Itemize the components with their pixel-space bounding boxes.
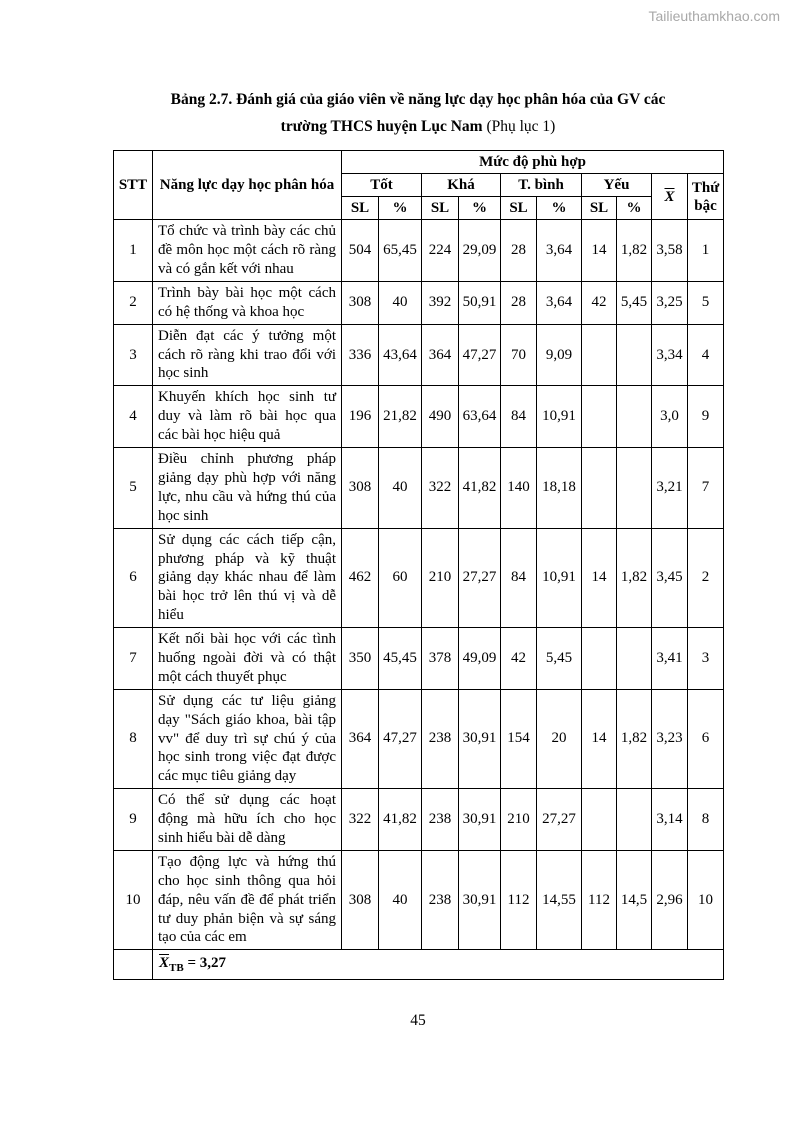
rank-cell: 9 [688, 386, 724, 448]
tbinh-pct-cell: 9,09 [537, 324, 582, 386]
yeu-sl-cell: 14 [582, 689, 617, 788]
table-row [114, 689, 724, 788]
stt-cell: 4 [114, 386, 153, 448]
kha-pct-cell: 27,27 [459, 528, 501, 627]
tbinh-pct-cell: 20 [537, 689, 582, 788]
kha-sl-cell: 224 [422, 220, 459, 282]
xbar-cell: 3,21 [652, 448, 688, 529]
kha-pct-cell: 30,91 [459, 689, 501, 788]
tbinh-pct-cell: 10,91 [537, 386, 582, 448]
table-row [114, 386, 724, 448]
watermark: Tailieuthamkhao.com [648, 8, 780, 24]
kha-sl-cell: 490 [422, 386, 459, 448]
header-pct: % [617, 197, 652, 220]
stt-cell: 6 [114, 528, 153, 627]
header-sl: SL [582, 197, 617, 220]
tot-sl-cell: 308 [342, 448, 379, 529]
rank-cell: 4 [688, 324, 724, 386]
average-cell [153, 950, 724, 980]
title-line1 [113, 86, 723, 113]
yeu-sl-cell [582, 386, 617, 448]
xbar-cell: 3,14 [652, 789, 688, 851]
kha-sl-cell: 238 [422, 850, 459, 949]
rank-cell: 2 [688, 528, 724, 627]
stt-cell: 10 [114, 850, 153, 949]
kha-sl-cell: 210 [422, 528, 459, 627]
rank-cell: 3 [688, 628, 724, 690]
yeu-sl-cell: 112 [582, 850, 617, 949]
yeu-pct-cell [617, 628, 652, 690]
tbinh-pct-cell: 27,27 [537, 789, 582, 851]
table-body [114, 220, 724, 950]
rank-cell: 8 [688, 789, 724, 851]
tbinh-sl-cell: 112 [501, 850, 537, 949]
kha-pct-cell: 41,82 [459, 448, 501, 529]
table-row [114, 220, 724, 282]
tot-sl-cell: 308 [342, 850, 379, 949]
tbinh-pct-cell: 18,18 [537, 448, 582, 529]
competency-cell: Diễn đạt các ý tưởng một cách rõ ràng khi trao đổi với học sinh [153, 324, 342, 386]
tot-sl-cell: 196 [342, 386, 379, 448]
header-level-yeu: Yếu [582, 174, 652, 197]
header-sl: SL [342, 197, 379, 220]
kha-sl-cell: 322 [422, 448, 459, 529]
tot-sl-cell: 350 [342, 628, 379, 690]
tot-pct-cell: 43,64 [379, 324, 422, 386]
yeu-sl-cell [582, 324, 617, 386]
tot-pct-cell: 40 [379, 850, 422, 949]
tot-pct-cell: 65,45 [379, 220, 422, 282]
kha-sl-cell: 392 [422, 281, 459, 324]
yeu-sl-cell: 14 [582, 528, 617, 627]
xbar-cell: 3,45 [652, 528, 688, 627]
rank-cell: 10 [688, 850, 724, 949]
xbar-cell: 3,41 [652, 628, 688, 690]
competency-cell: Sử dụng các tư liệu giảng dạy "Sách giáo khoa, bài tập vv" để duy trì sự chú ý của học sinh trong việc đạt được các mục tiêu giảng dạy [153, 689, 342, 788]
table-row [114, 850, 724, 949]
kha-sl-cell: 364 [422, 324, 459, 386]
header-sl: SL [501, 197, 537, 220]
kha-pct-cell: 30,91 [459, 850, 501, 949]
tbinh-pct-cell: 14,55 [537, 850, 582, 949]
tbinh-sl-cell: 84 [501, 386, 537, 448]
xbar-cell: 3,58 [652, 220, 688, 282]
yeu-sl-cell: 42 [582, 281, 617, 324]
kha-pct-cell: 29,09 [459, 220, 501, 282]
competency-cell: Có thể sử dụng các hoạt động mà hữu ích cho học sinh hiểu bài dễ dàng [153, 789, 342, 851]
kha-sl-cell: 238 [422, 789, 459, 851]
header-sl: SL [422, 197, 459, 220]
yeu-pct-cell: 14,5 [617, 850, 652, 949]
tbinh-sl-cell: 140 [501, 448, 537, 529]
yeu-sl-cell: 14 [582, 220, 617, 282]
content-area [113, 86, 723, 1030]
title-line2 [113, 113, 723, 140]
header-row-1 [114, 151, 724, 174]
yeu-pct-cell [617, 386, 652, 448]
tot-sl-cell: 504 [342, 220, 379, 282]
tbinh-pct-cell: 5,45 [537, 628, 582, 690]
tot-sl-cell: 308 [342, 281, 379, 324]
xbar-cell: 2,96 [652, 850, 688, 949]
header-competency: Năng lực dạy học phân hóa [153, 151, 342, 220]
yeu-sl-cell [582, 448, 617, 529]
tbinh-sl-cell: 154 [501, 689, 537, 788]
yeu-pct-cell: 1,82 [617, 689, 652, 788]
stt-cell: 7 [114, 628, 153, 690]
tbinh-pct-cell: 3,64 [537, 281, 582, 324]
xbar-symbol: $\overline{X}$ [664, 188, 675, 205]
stt-cell: 2 [114, 281, 153, 324]
yeu-sl-cell [582, 628, 617, 690]
header-pct: % [459, 197, 501, 220]
xbar-symbol: $\overline{X}$ [159, 955, 170, 972]
tbinh-pct-cell: 10,91 [537, 528, 582, 627]
table-row [114, 789, 724, 851]
competency-cell: Điều chỉnh phương pháp giảng dạy phù hợp với năng lực, nhu cầu và hứng thú của học sinh [153, 448, 342, 529]
tot-pct-cell: 40 [379, 281, 422, 324]
rank-cell: 6 [688, 689, 724, 788]
yeu-pct-cell [617, 448, 652, 529]
competency-cell: Tạo động lực và hứng thú cho học sinh thông qua hỏi đáp, nêu vấn đề để phát triển tư duy phản biện và sự sáng tạo của các em [153, 850, 342, 949]
yeu-pct-cell: 5,45 [617, 281, 652, 324]
xbar-cell: 3,23 [652, 689, 688, 788]
kha-sl-cell: 378 [422, 628, 459, 690]
xbar-subscript: TB [169, 962, 184, 975]
yeu-pct-cell: 1,82 [617, 220, 652, 282]
xbar-cell: 3,25 [652, 281, 688, 324]
title-line2-bold: trường THCS huyện Lục Nam [280, 118, 483, 136]
tbinh-sl-cell: 210 [501, 789, 537, 851]
tot-pct-cell: 45,45 [379, 628, 422, 690]
header-level-kha: Khá [422, 174, 501, 197]
kha-pct-cell: 63,64 [459, 386, 501, 448]
xbar-cell: 3,0 [652, 386, 688, 448]
tot-sl-cell: 364 [342, 689, 379, 788]
title-line2-regular: (Phụ lục 1) [482, 118, 556, 136]
table-row [114, 324, 724, 386]
yeu-pct-cell [617, 324, 652, 386]
tbinh-pct-cell: 3,64 [537, 220, 582, 282]
kha-sl-cell: 238 [422, 689, 459, 788]
tot-pct-cell: 21,82 [379, 386, 422, 448]
stt-cell: 1 [114, 220, 153, 282]
competency-cell: Trình bày bài học một cách có hệ thống và khoa học [153, 281, 342, 324]
kha-pct-cell: 30,91 [459, 789, 501, 851]
tot-sl-cell: 462 [342, 528, 379, 627]
data-table [113, 150, 724, 980]
table-row [114, 628, 724, 690]
header-pct: % [537, 197, 582, 220]
rank-cell: 7 [688, 448, 724, 529]
page-number: 45 [410, 1012, 426, 1030]
tot-sl-cell: 336 [342, 324, 379, 386]
rank-cell: 5 [688, 281, 724, 324]
table-row [114, 448, 724, 529]
header-xbar [652, 174, 688, 220]
yeu-pct-cell [617, 789, 652, 851]
stt-cell: 9 [114, 789, 153, 851]
competency-cell: Tổ chức và trình bày các chủ đề môn học một cách rõ ràng và có gắn kết với nhau [153, 220, 342, 282]
title-line1-text: Bảng 2.7. Đánh giá của giáo viên về năng lực dạy học phân hóa của GV các [170, 91, 666, 108]
yeu-sl-cell [582, 789, 617, 851]
table-title [113, 86, 723, 140]
tbinh-sl-cell: 70 [501, 324, 537, 386]
tbinh-sl-cell: 84 [501, 528, 537, 627]
rank-cell: 1 [688, 220, 724, 282]
tot-pct-cell: 41,82 [379, 789, 422, 851]
competency-cell: Kết nối bài học với các tình huống ngoài đời và có thật một cách thuyết phục [153, 628, 342, 690]
tbinh-sl-cell: 42 [501, 628, 537, 690]
header-level-tbinh: T. bình [501, 174, 582, 197]
tbinh-sl-cell: 28 [501, 220, 537, 282]
stt-cell: 5 [114, 448, 153, 529]
header-level-tot: Tốt [342, 174, 422, 197]
header-stt: STT [114, 151, 153, 220]
kha-pct-cell: 47,27 [459, 324, 501, 386]
table-row [114, 281, 724, 324]
tbinh-sl-cell: 28 [501, 281, 537, 324]
yeu-pct-cell: 1,82 [617, 528, 652, 627]
header-pct: % [379, 197, 422, 220]
header-rank: Thứ bậc [688, 174, 724, 220]
table-row [114, 528, 724, 627]
competency-cell: Khuyến khích học sinh tư duy và làm rõ bài học qua các bài học hiệu quả [153, 386, 342, 448]
xbar-cell: 3,34 [652, 324, 688, 386]
header-fit-level: Mức độ phù hợp [342, 151, 724, 174]
footer-row [114, 950, 724, 980]
tot-sl-cell: 322 [342, 789, 379, 851]
tot-pct-cell: 60 [379, 528, 422, 627]
kha-pct-cell: 49,09 [459, 628, 501, 690]
footer-empty-cell [114, 950, 153, 980]
stt-cell: 8 [114, 689, 153, 788]
tot-pct-cell: 40 [379, 448, 422, 529]
kha-pct-cell: 50,91 [459, 281, 501, 324]
tot-pct-cell: 47,27 [379, 689, 422, 788]
stt-cell: 3 [114, 324, 153, 386]
average-value: = 3,27 [183, 955, 227, 972]
competency-cell: Sử dụng các cách tiếp cận, phương pháp và kỹ thuật giảng dạy khác nhau để làm bài học trở lên thú vị và dễ hiểu [153, 528, 342, 627]
